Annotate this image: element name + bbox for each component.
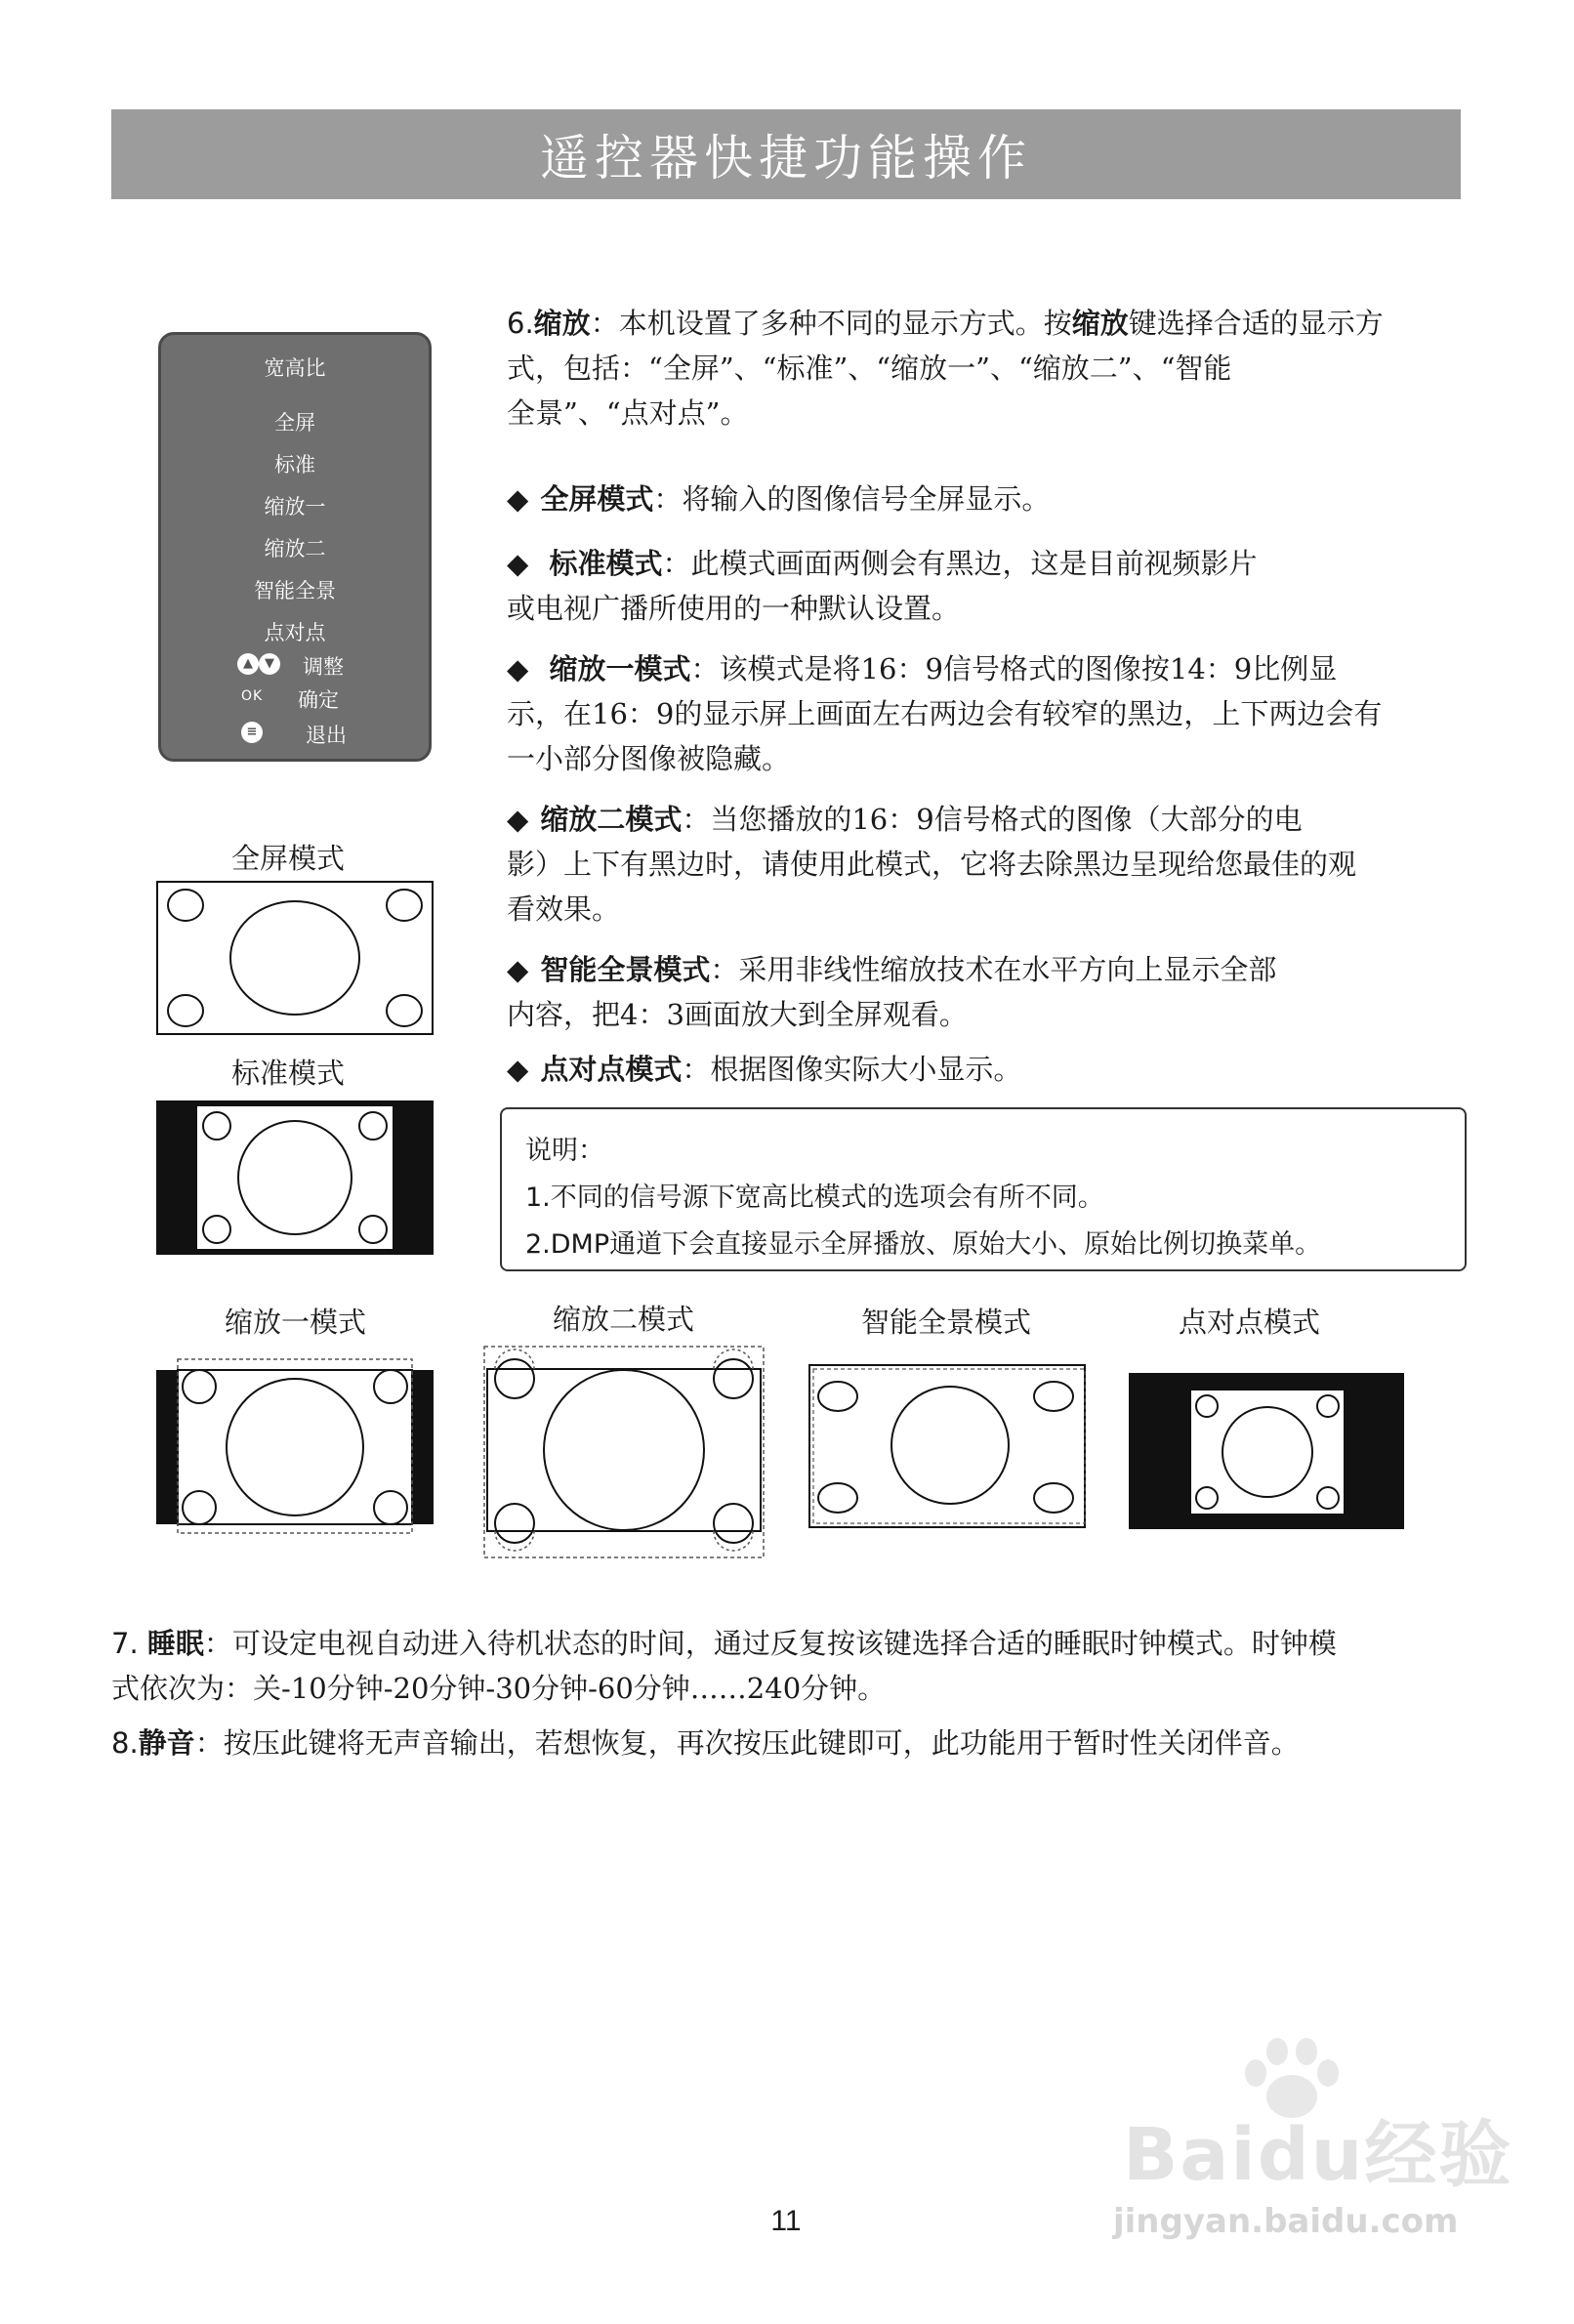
bullet-zoom2-term: 缩放二模式 — [540, 803, 683, 836]
osd-aspect-menu — [158, 332, 432, 762]
osd-key-exit-label: 退出 — [306, 724, 347, 747]
osd-key-adjust — [161, 651, 429, 681]
diamond-icon: ◆ — [507, 803, 529, 836]
bullet-zoom1 — [507, 646, 1473, 781]
bullet-smart-line-2: 内容，把4：3画面放大到全屏观看。 — [507, 998, 968, 1031]
osd-item: 智能全景 — [254, 579, 336, 602]
page-number: 11 — [770, 2205, 802, 2237]
bullet-zoom1-line-2: 示，在16：9的显示屏上画面左右两边会有较窄的黑边，上下两边会有 — [507, 697, 1383, 730]
section-6-line-3: 全景”、“点对点”。 — [507, 396, 749, 430]
bullet-zoom2-line-3: 看效果。 — [507, 892, 621, 926]
bullet-standard — [507, 541, 1473, 631]
menu-icon: ≡ — [241, 720, 263, 743]
osd-item: 缩放一 — [264, 495, 326, 519]
diagram-smart — [808, 1363, 1091, 1531]
caption-smart: 智能全景模式 — [861, 1306, 1032, 1339]
osd-key-adjust-label: 调整 — [303, 655, 344, 679]
page-title: 遥控器快捷功能操作 — [540, 130, 1032, 187]
section-8-desc: ：按压此键将无声音输出，若想恢复，再次按压此键即可，此功能用于暂时性关闭伴音。 — [194, 1726, 1300, 1760]
bullet-standard-line-1: ：此模式画面两侧会有黑边，这是目前视频影片 — [662, 547, 1258, 580]
watermark-url: jingyan.baidu.com — [1113, 2202, 1459, 2241]
bullet-p2p-desc: ：根据图像实际大小显示。 — [682, 1053, 1022, 1086]
section-7-line-1: ：可设定电视自动进入待机状态的时间，通过反复按该键选择合适的睡眠时钟模式。时钟模 — [203, 1627, 1337, 1660]
osd-item: 全屏 — [274, 411, 315, 435]
section-6-term: 缩放 — [533, 307, 591, 340]
ok-icon: OK — [241, 688, 264, 704]
bullet-p2p-term: 点对点模式 — [540, 1053, 683, 1086]
bullet-standard-line-2: 或电视广播所使用的一种默认设置。 — [507, 592, 961, 625]
watermark-logo: Baidu经验 — [1123, 2113, 1513, 2197]
diagram-full — [156, 881, 434, 1035]
caption-p2p: 点对点模式 — [1179, 1306, 1321, 1339]
diamond-icon: ◆ — [507, 482, 529, 516]
bullet-p2p — [507, 1047, 1021, 1092]
osd-title: 宽高比 — [264, 356, 326, 380]
section-7-text — [111, 1621, 1478, 1711]
diagram-p2p — [1129, 1373, 1404, 1529]
note-box — [500, 1107, 1467, 1271]
bullet-standard-term: 标准模式 — [549, 547, 663, 580]
section-6-text-b: 键选择合适的显示方 — [1128, 307, 1384, 340]
section-6-text-a: ：本机设置了多种不同的显示方式。按 — [590, 307, 1072, 340]
note-line-1: 1.不同的信号源下宽高比模式的选项会有所不同。 — [525, 1183, 1104, 1213]
section-6-key: 缩放 — [1071, 307, 1129, 340]
section-6-text — [507, 301, 1473, 436]
bullet-full — [507, 477, 1050, 521]
bullet-smart — [507, 947, 1473, 1037]
osd-item: 点对点 — [264, 621, 326, 644]
osd-key-exit — [161, 720, 429, 749]
section-8-number: 8. — [111, 1726, 139, 1760]
diamond-icon: ◆ — [507, 547, 529, 580]
bullet-zoom1-line-3: 一小部分图像被隐藏。 — [507, 742, 791, 775]
osd-key-ok — [161, 685, 429, 714]
diagram-zoom2 — [483, 1346, 766, 1558]
diamond-icon: ◆ — [507, 953, 529, 986]
caption-zoom1: 缩放一模式 — [225, 1306, 367, 1339]
page-header — [111, 109, 1461, 199]
bullet-zoom2-line-2: 影）上下有黑边时，请使用此模式，它将去除黑边呈现给您最佳的观 — [507, 848, 1357, 881]
section-6-number: 6. — [507, 307, 534, 340]
section-8-text — [111, 1721, 1478, 1765]
bullet-zoom1-line-1: ：该模式是将16：9信号格式的图像按14：9比例显 — [690, 652, 1338, 685]
caption-standard: 标准模式 — [231, 1057, 346, 1090]
diagram-standard — [156, 1100, 434, 1255]
diamond-icon: ◆ — [507, 1053, 529, 1086]
section-7-term: 睡眠 — [146, 1627, 204, 1660]
bullet-zoom1-term: 缩放一模式 — [549, 652, 691, 685]
bullet-smart-term: 智能全景模式 — [540, 953, 711, 986]
caption-zoom2: 缩放二模式 — [553, 1303, 695, 1336]
osd-item: 标准 — [274, 453, 315, 477]
caption-full: 全屏模式 — [231, 842, 346, 875]
bullet-full-desc: ：将输入的图像信号全屏显示。 — [653, 482, 1051, 516]
bullet-smart-line-1: ：采用非线性缩放技术在水平方向上显示全部 — [710, 953, 1277, 986]
note-title: 说明： — [525, 1136, 604, 1166]
up-down-arrows-icon: ▲ ▼ — [237, 651, 280, 675]
bullet-zoom2 — [507, 797, 1473, 932]
osd-item: 缩放二 — [264, 537, 326, 560]
section-7-number: 7. — [111, 1627, 139, 1660]
diagram-zoom1 — [156, 1357, 439, 1533]
section-8-term: 静音 — [138, 1726, 195, 1760]
diamond-icon: ◆ — [507, 652, 529, 685]
bullet-full-term: 全屏模式 — [540, 482, 654, 516]
section-6-line-2: 式，包括：“全屏”、“标准”、“缩放一”、“缩放二”、“智能 — [507, 352, 1232, 385]
section-7-line-2: 式依次为：关-10分钟-20分钟-30分钟-60分钟……240分钟。 — [111, 1672, 887, 1705]
bullet-zoom2-line-1: ：当您播放的16：9信号格式的图像（大部分的电 — [682, 803, 1303, 836]
note-line-2: 2.DMP通道下会直接显示全屏播放、原始大小、原始比例切换菜单。 — [525, 1229, 1322, 1260]
osd-key-ok-label: 确定 — [298, 688, 339, 712]
